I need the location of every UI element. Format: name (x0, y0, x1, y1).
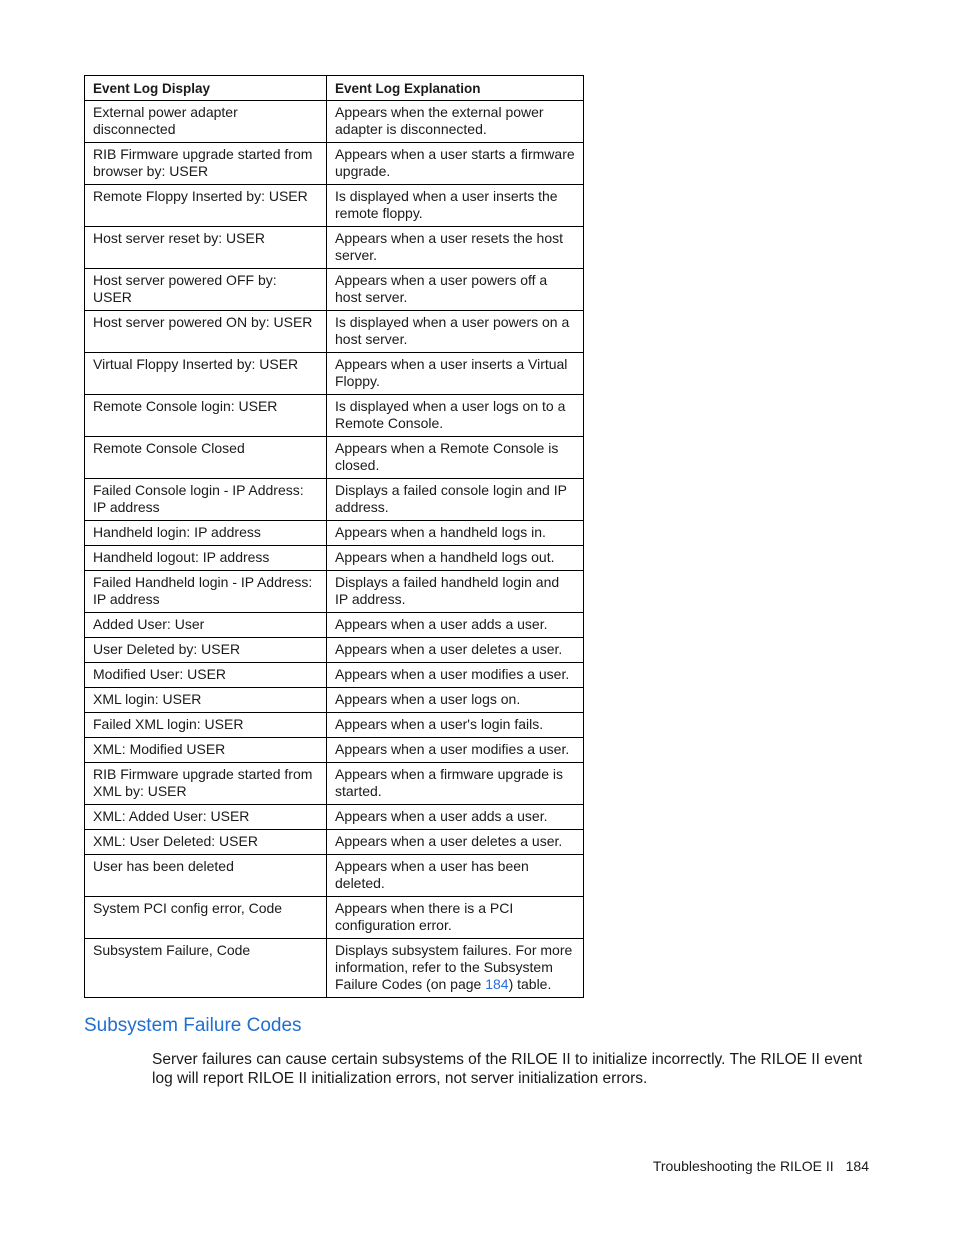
event-display-cell: User has been deleted (85, 855, 327, 897)
event-display-cell: Handheld login: IP address (85, 521, 327, 546)
event-explanation-cell: Appears when a user inserts a Virtual Floppy. (327, 353, 584, 395)
event-display-cell: Host server reset by: USER (85, 227, 327, 269)
table-row (85, 613, 584, 638)
table-row (85, 830, 584, 855)
event-display-cell: Virtual Floppy Inserted by: USER (85, 353, 327, 395)
event-display-cell: Remote Console login: USER (85, 395, 327, 437)
table-row (85, 479, 584, 521)
table-body (85, 101, 584, 998)
event-display-cell: External power adapter disconnected (85, 101, 327, 143)
event-log-table (84, 75, 584, 998)
event-display-cell: RIB Firmware upgrade started from XML by: USER (85, 763, 327, 805)
event-display-cell: System PCI config error, Code (85, 897, 327, 939)
event-explanation-cell: Appears when a user adds a user. (327, 805, 584, 830)
event-display-cell: Failed XML login: USER (85, 713, 327, 738)
event-explanation-cell: Appears when a user starts a firmware upgrade. (327, 143, 584, 185)
table-row (85, 546, 584, 571)
event-explanation-cell: Appears when a handheld logs out. (327, 546, 584, 571)
event-explanation-cell: Appears when a user's login fails. (327, 713, 584, 738)
event-display-cell: XML: User Deleted: USER (85, 830, 327, 855)
event-explanation-cell: Appears when a user powers off a host server. (327, 269, 584, 311)
table-row (85, 521, 584, 546)
table-row (85, 353, 584, 395)
table-row (85, 663, 584, 688)
footer-chapter: Troubleshooting the RILOE II (652, 1158, 834, 1174)
event-display-cell: XML: Modified USER (85, 738, 327, 763)
table-row (85, 227, 584, 269)
table-row (85, 738, 584, 763)
event-display-cell: Remote Console Closed (85, 437, 327, 479)
event-explanation-cell: Displays a failed console login and IP address. (327, 479, 584, 521)
table-row (85, 805, 584, 830)
section-title: Subsystem Failure Codes (84, 1015, 302, 1036)
page-footer (653, 1158, 869, 1174)
event-explanation-cell: Is displayed when a user logs on to a Remote Console. (327, 395, 584, 437)
column-header-display: Event Log Display (85, 76, 327, 101)
table-row (85, 571, 584, 613)
table-row (85, 713, 584, 738)
table-row (85, 143, 584, 185)
event-explanation-cell: Is displayed when a user inserts the remote floppy. (327, 185, 584, 227)
event-display-cell: Failed Console login - IP Address: IP address (85, 479, 327, 521)
table-row (85, 185, 584, 227)
event-display-cell: Modified User: USER (85, 663, 327, 688)
event-display-cell: Host server powered ON by: USER (85, 311, 327, 353)
event-explanation-cell: Appears when a user modifies a user. (327, 663, 584, 688)
table-row (85, 763, 584, 805)
event-explanation-cell: Appears when a user deletes a user. (327, 830, 584, 855)
event-explanation-cell: Is displayed when a user powers on a host server. (327, 311, 584, 353)
event-explanation-cell: Appears when the external power adapter is disconnected. (327, 101, 584, 143)
table-header-row (85, 76, 584, 101)
event-display-cell: Subsystem Failure, Code (85, 939, 327, 998)
explanation-text-end: ) table. (508, 976, 552, 992)
footer-page-number: 184 (845, 1158, 869, 1174)
event-explanation-cell: Appears when a user resets the host server. (327, 227, 584, 269)
table-row (85, 395, 584, 437)
event-display-cell: Added User: User (85, 613, 327, 638)
table-row (85, 437, 584, 479)
event-explanation-cell: Displays a failed handheld login and IP address. (327, 571, 584, 613)
table-row (85, 939, 584, 998)
event-explanation-cell: Appears when a handheld logs in. (327, 521, 584, 546)
section-body: Server failures can cause certain subsystems of the RILOE II to initialize incorrectly. The RILOE II event log will report RILOE II initialization errors, not server initialization errors. (152, 1051, 863, 1087)
event-explanation-cell: Appears when a Remote Console is closed. (327, 437, 584, 479)
table-row (85, 269, 584, 311)
event-explanation-cell: Appears when a user adds a user. (327, 613, 584, 638)
table-row (85, 638, 584, 663)
event-explanation-cell: Appears when a user logs on. (327, 688, 584, 713)
table-row (85, 897, 584, 939)
event-explanation-cell: Appears when a user has been deleted. (327, 855, 584, 897)
page-reference-link[interactable]: 184 (485, 976, 509, 992)
event-display-cell: Handheld logout: IP address (85, 546, 327, 571)
column-header-explanation: Event Log Explanation (327, 76, 584, 101)
table-row (85, 311, 584, 353)
table-row (85, 101, 584, 143)
event-display-cell: XML: Added User: USER (85, 805, 327, 830)
event-explanation-cell: Appears when a firmware upgrade is started. (327, 763, 584, 805)
event-display-cell: User Deleted by: USER (85, 638, 327, 663)
event-explanation-cell (327, 939, 584, 998)
event-explanation-cell: Appears when a user modifies a user. (327, 738, 584, 763)
event-display-cell: Host server powered OFF by: USER (85, 269, 327, 311)
table-row (85, 855, 584, 897)
event-display-cell: Remote Floppy Inserted by: USER (85, 185, 327, 227)
explanation-text: Displays subsystem failures. For more information, refer to the Subsystem Failure Codes (on page (335, 942, 573, 992)
event-display-cell: XML login: USER (85, 688, 327, 713)
event-explanation-cell: Appears when there is a PCI configuration error. (327, 897, 584, 939)
table-row (85, 688, 584, 713)
event-display-cell: Failed Handheld login - IP Address: IP address (85, 571, 327, 613)
event-explanation-cell: Appears when a user deletes a user. (327, 638, 584, 663)
event-display-cell: RIB Firmware upgrade started from browser by: USER (85, 143, 327, 185)
